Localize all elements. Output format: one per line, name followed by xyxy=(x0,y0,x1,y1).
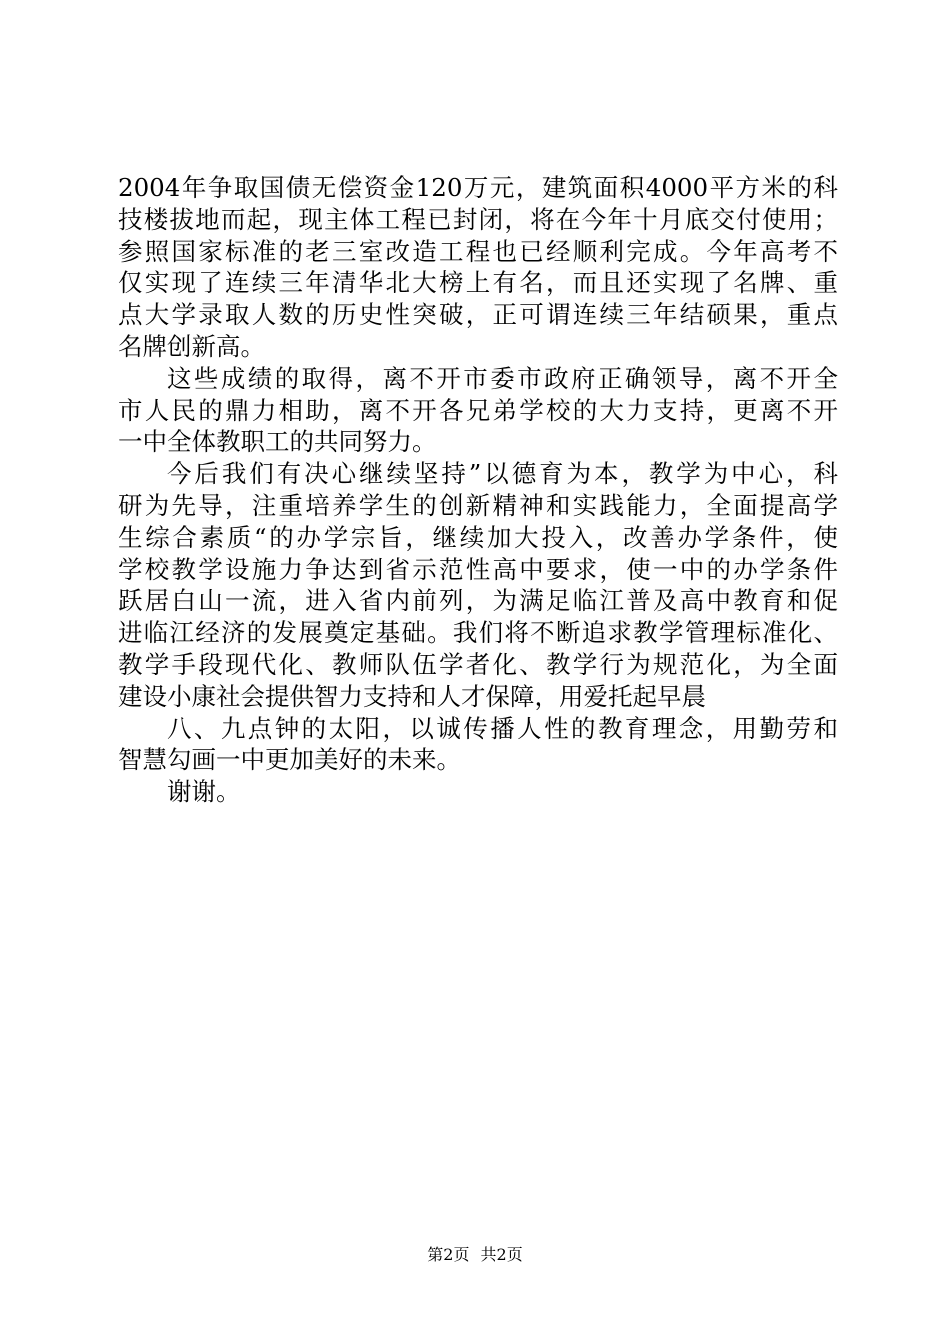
text-line: 这些成绩的取得，离不开市委市政府正确领导，离不开全 xyxy=(167,363,838,393)
text-line: 今后我们有决心继续坚持”以德育为本，教学为中心，科 xyxy=(167,459,838,489)
text-line: 进临江经济的发展奠定基础。我们将不断追求教学管理标准化、 xyxy=(118,618,838,648)
text-line: 研为先导，注重培养学生的创新精神和实践能力，全面提高学 xyxy=(118,490,838,520)
document-body xyxy=(118,172,838,808)
text-line: 仅实现了连续三年清华北大榜上有名，而且还实现了名牌、重 xyxy=(118,268,838,298)
page-total: 共2页 xyxy=(480,1245,523,1264)
text-line: 教学手段现代化、教师队伍学者化、教学行为规范化，为全面 xyxy=(118,649,838,679)
text-line: 参照国家标准的老三室改造工程也已经顺利完成。今年高考不 xyxy=(118,236,838,266)
text-line: 技楼拔地而起，现主体工程已封闭，将在今年十月底交付使用； xyxy=(118,204,838,234)
text-line: 市人民的鼎力相助，离不开各兄弟学校的大力支持，更离不开 xyxy=(118,395,838,425)
text-line: 一中全体教职工的共同努力。 xyxy=(118,427,437,457)
page-number: 第2页 xyxy=(427,1245,470,1264)
text-line: 谢谢。 xyxy=(167,777,241,807)
text-line: 建设小康社会提供智力支持和人才保障，用爱托起早晨 xyxy=(118,681,706,711)
text-line: 名牌创新高。 xyxy=(118,331,265,361)
text-line: 智慧勾画一中更加美好的未来。 xyxy=(118,745,461,775)
text-line: 点大学录取人数的历史性突破，正可谓连续三年结硕果，重点 xyxy=(118,300,838,330)
text-line: 2004年争取国债无偿资金120万元，建筑面积4000平方米的科 xyxy=(118,173,838,202)
text-line: 跃居白山一流，进入省内前列，为满足临江普及高中教育和促 xyxy=(118,586,838,616)
text-line: 学校教学设施力争达到省示范性高中要求，使一中的办学条件 xyxy=(118,554,838,584)
page-footer xyxy=(0,1245,950,1265)
text-line: 八、九点钟的太阳，以诚传播人性的教育理念，用勤劳和 xyxy=(167,713,838,743)
text-line: 生综合素质“的办学宗旨，继续加大投入，改善办学条件，使 xyxy=(118,522,838,552)
